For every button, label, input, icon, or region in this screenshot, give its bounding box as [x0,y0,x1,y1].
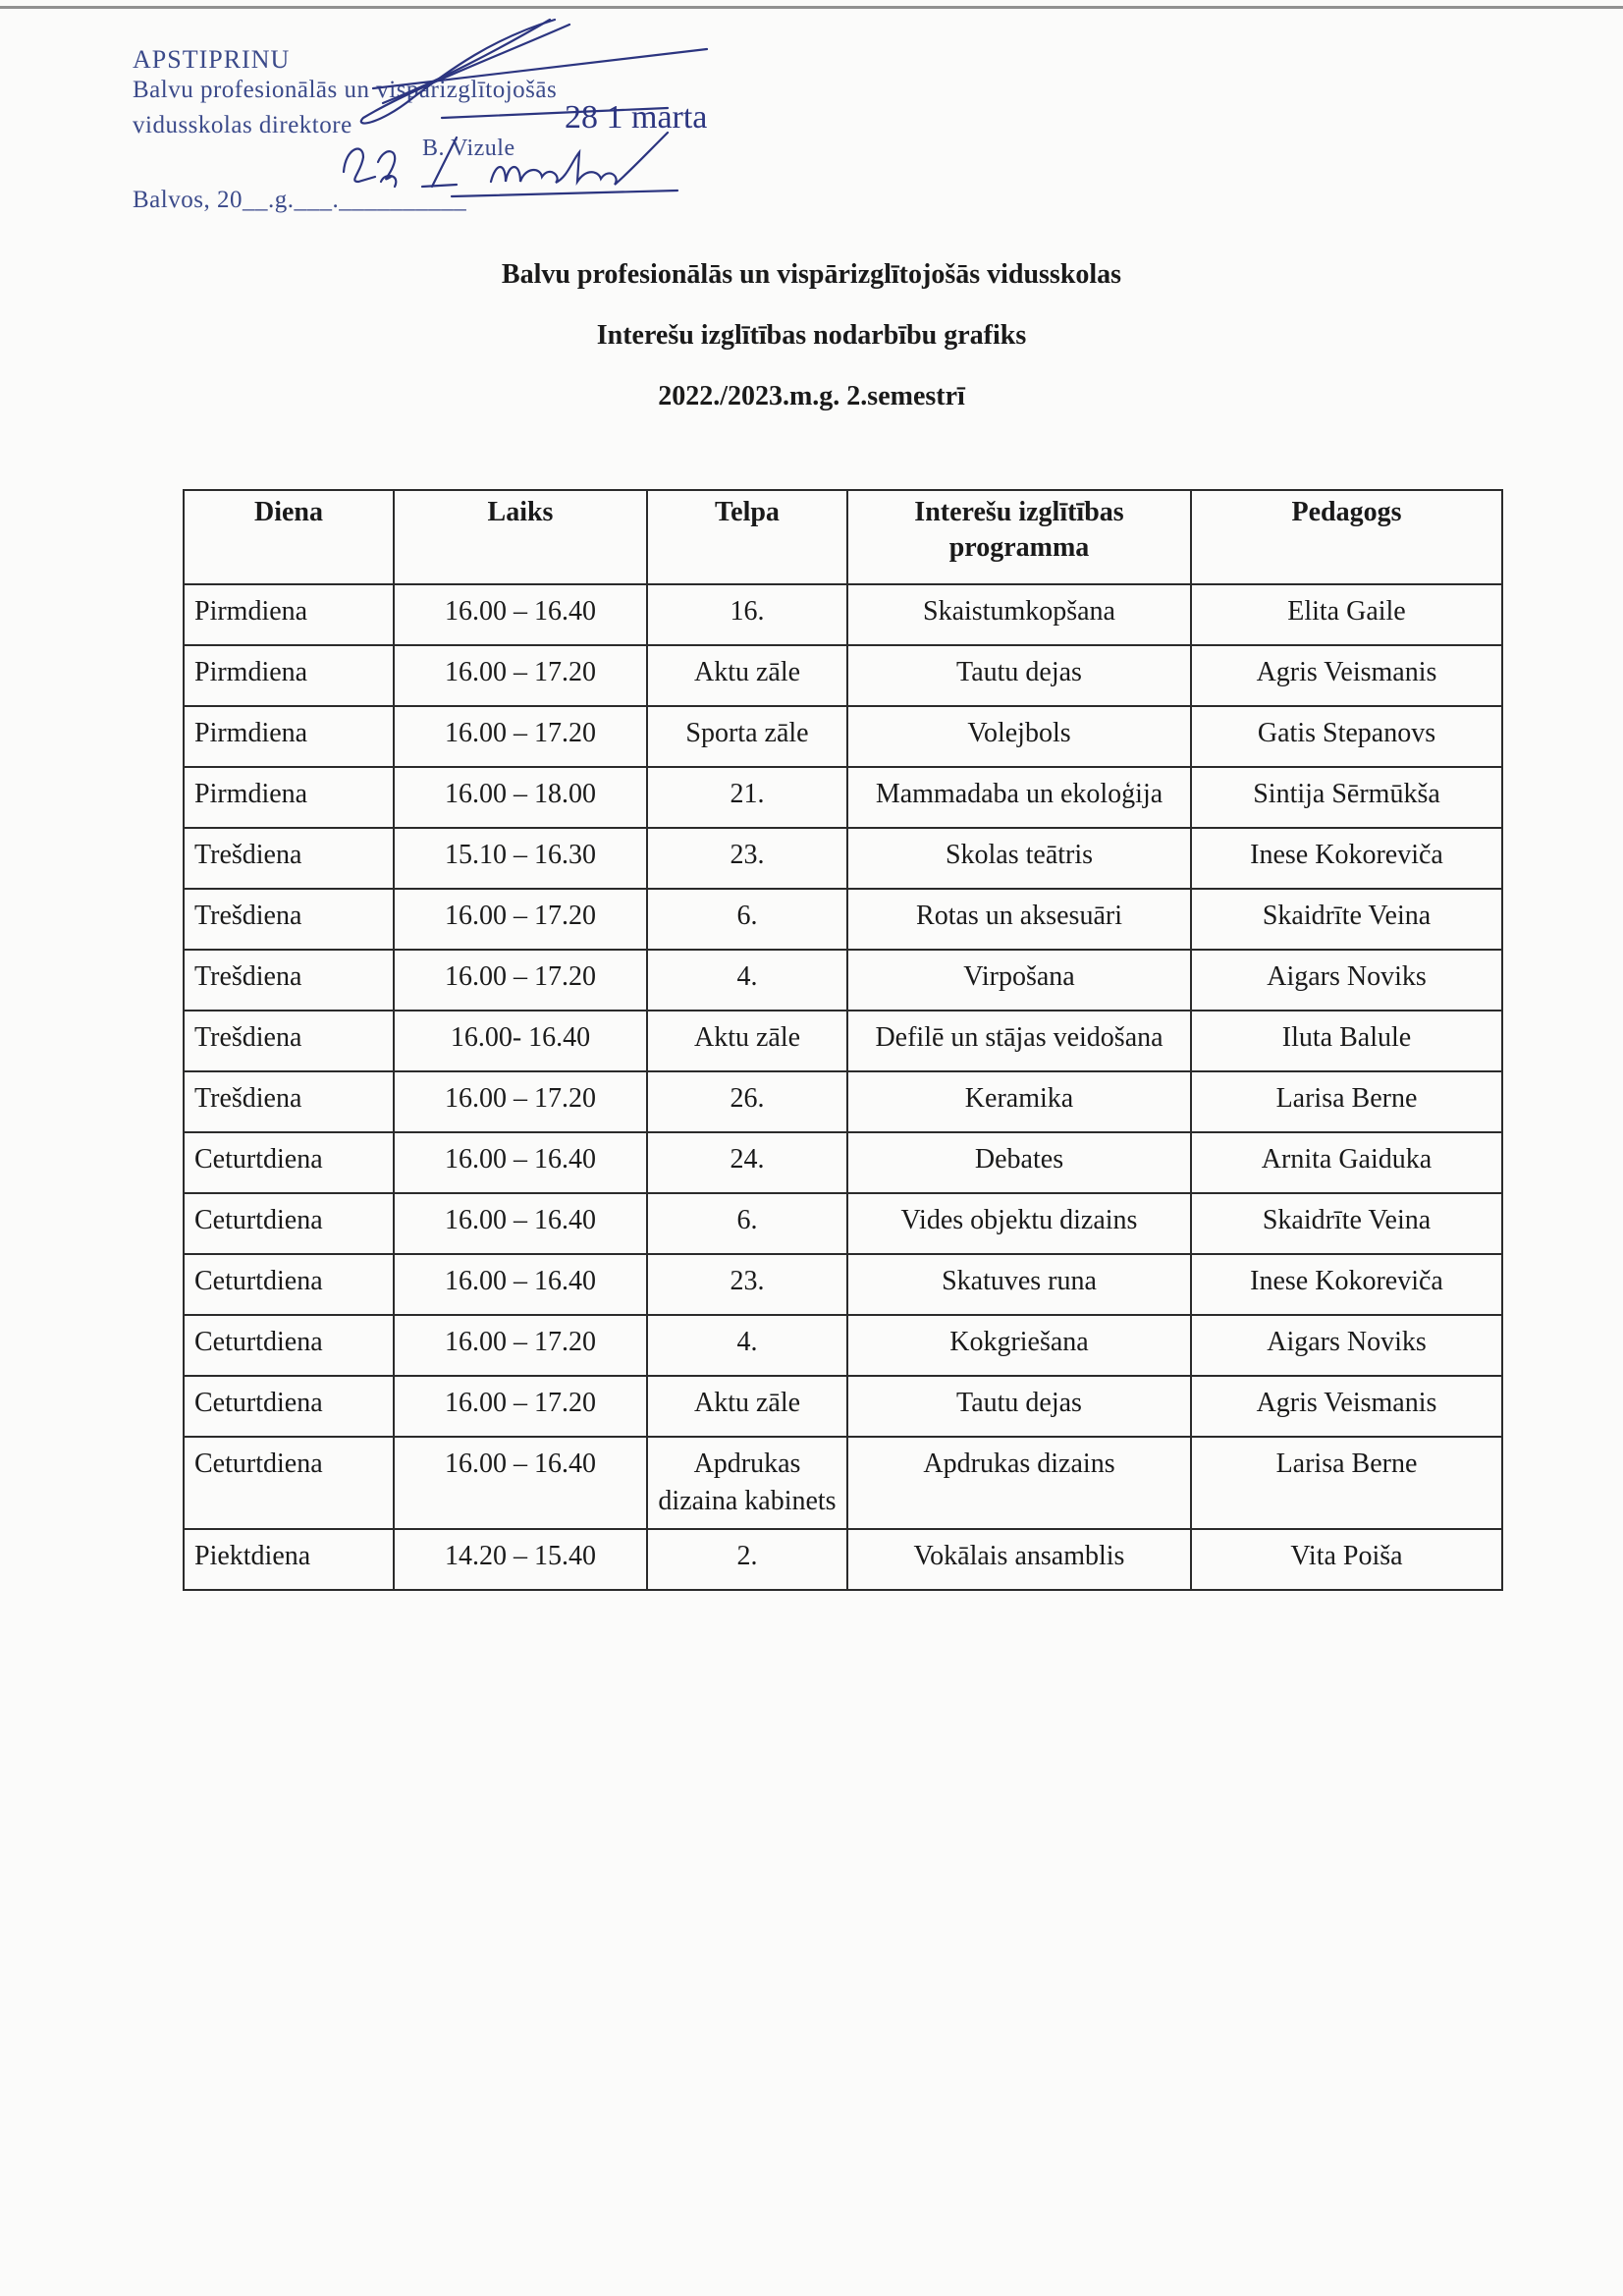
program-cell: Tautu dejas [847,1376,1191,1437]
time-cell: 14.20 – 15.40 [394,1529,647,1590]
program-cell: Tautu dejas [847,645,1191,706]
day-cell: Pirmdiena [184,767,394,828]
program-cell: Skatuves runa [847,1254,1191,1315]
time-cell: 16.00 – 16.40 [394,1132,647,1193]
stamp-director-name: B. Vizule [422,136,515,161]
program-cell: Rotas un aksesuāri [847,889,1191,950]
time-cell: 16.00 – 17.20 [394,950,647,1011]
teacher-cell: Gatis Stepanovs [1191,706,1502,767]
signature-handwriting-text: 28 1 marta [565,99,708,136]
day-cell: Ceturtdiena [184,1193,394,1254]
semester-subtitle: 2022./2023.m.g. 2.semestrī [658,381,965,411]
program-cell: Defilē un stājas veidošana [847,1011,1191,1071]
teacher-cell: Inese Kokoreviča [1191,1254,1502,1315]
column-header-time: Laiks [394,490,647,584]
program-cell: Virpošana [847,950,1191,1011]
time-cell: 16.00- 16.40 [394,1011,647,1071]
table-row [184,1376,1502,1437]
table-row [184,1193,1502,1254]
teacher-cell: Aigars Noviks [1191,950,1502,1011]
room-cell: Sporta zāle [647,706,847,767]
table-row [184,828,1502,889]
day-cell: Ceturtdiena [184,1132,394,1193]
table-row [184,706,1502,767]
teacher-cell: Sintija Sērmūkša [1191,767,1502,828]
time-cell: 16.00 – 16.40 [394,1193,647,1254]
day-cell: Ceturtdiena [184,1376,394,1437]
program-cell: Mammadaba un ekoloģija [847,767,1191,828]
program-cell: Apdrukas dizains [847,1437,1191,1529]
day-cell: Pirmdiena [184,706,394,767]
program-cell: Vokālais ansamblis [847,1529,1191,1590]
program-cell: Keramika [847,1071,1191,1132]
room-cell: 4. [647,950,847,1011]
column-header-room: Telpa [647,490,847,584]
room-cell: 4. [647,1315,847,1376]
day-cell: Trešdiena [184,828,394,889]
table-row [184,1132,1502,1193]
table-row [184,1437,1502,1529]
day-cell: Pirmdiena [184,645,394,706]
schedule-table-body [184,584,1502,1590]
stamp-place-date: Balvos, 20__.g.___.__________ [133,187,467,213]
program-cell: Kokgriešana [847,1315,1191,1376]
program-cell: Debates [847,1132,1191,1193]
document-title: Interešu izglītības nodarbību grafiks [596,320,1027,351]
time-cell: 16.00 – 17.20 [394,1071,647,1132]
time-cell: 16.00 – 17.20 [394,1376,647,1437]
room-cell: Apdrukas dizaina kabinets [647,1437,847,1529]
teacher-cell: Inese Kokoreviča [1191,828,1502,889]
teacher-cell: Aigars Noviks [1191,1315,1502,1376]
room-cell: 26. [647,1071,847,1132]
teacher-cell: Agris Veismanis [1191,645,1502,706]
table-row [184,889,1502,950]
time-cell: 16.00 – 17.20 [394,1315,647,1376]
day-cell: Pirmdiena [184,584,394,645]
schedule-table [183,489,1503,1591]
teacher-cell: Larisa Berne [1191,1071,1502,1132]
room-cell: 21. [647,767,847,828]
room-cell: 23. [647,1254,847,1315]
table-row [184,950,1502,1011]
time-cell: 16.00 – 18.00 [394,767,647,828]
column-header-teacher: Pedagogs [1191,490,1502,584]
teacher-cell: Elita Gaile [1191,584,1502,645]
day-cell: Ceturtdiena [184,1437,394,1529]
room-cell: 6. [647,1193,847,1254]
room-cell: 23. [647,828,847,889]
stamp-role-text: vidusskolas direktore [133,112,352,138]
table-row [184,1315,1502,1376]
program-cell: Skaistumkopšana [847,584,1191,645]
school-title: Balvu profesionālās un vispārizglītojošās vidusskolas [501,259,1122,290]
stamp-school-text: Balvu profesionālās un vispārizglītojošās [133,77,558,103]
teacher-cell: Arnita Gaiduka [1191,1132,1502,1193]
room-cell: Aktu zāle [647,1376,847,1437]
day-cell: Trešdiena [184,889,394,950]
day-cell: Ceturtdiena [184,1254,394,1315]
table-row [184,584,1502,645]
time-cell: 16.00 – 16.40 [394,1437,647,1529]
table-row [184,1071,1502,1132]
time-cell: 16.00 – 16.40 [394,1254,647,1315]
room-cell: Aktu zāle [647,1011,847,1071]
room-cell: 2. [647,1529,847,1590]
teacher-cell: Skaidrīte Veina [1191,1193,1502,1254]
time-cell: 15.10 – 16.30 [394,828,647,889]
time-cell: 16.00 – 16.40 [394,584,647,645]
table-row [184,1254,1502,1315]
time-cell: 16.00 – 17.20 [394,706,647,767]
room-cell: 6. [647,889,847,950]
stamp-approve-text: APSTIPRINU [133,45,291,74]
teacher-cell: Skaidrīte Veina [1191,889,1502,950]
column-header-day: Diena [184,490,394,584]
teacher-cell: Agris Veismanis [1191,1376,1502,1437]
table-header-row [184,490,1502,584]
table-row [184,1529,1502,1590]
table-row [184,1011,1502,1071]
time-cell: 16.00 – 17.20 [394,645,647,706]
program-cell: Skolas teātris [847,828,1191,889]
room-cell: 16. [647,584,847,645]
room-cell: Aktu zāle [647,645,847,706]
column-header-program: Interešu izglītības programma [847,490,1191,584]
teacher-cell: Larisa Berne [1191,1437,1502,1529]
teacher-cell: Vita Poiša [1191,1529,1502,1590]
day-cell: Trešdiena [184,950,394,1011]
day-cell: Piektdiena [184,1529,394,1590]
table-row [184,767,1502,828]
room-cell: 24. [647,1132,847,1193]
teacher-cell: Iluta Balule [1191,1011,1502,1071]
day-cell: Ceturtdiena [184,1315,394,1376]
day-cell: Trešdiena [184,1011,394,1071]
day-cell: Trešdiena [184,1071,394,1132]
program-cell: Vides objektu dizains [847,1193,1191,1254]
table-row [184,645,1502,706]
time-cell: 16.00 – 17.20 [394,889,647,950]
program-cell: Volejbols [847,706,1191,767]
handwritten-signature [118,0,708,216]
